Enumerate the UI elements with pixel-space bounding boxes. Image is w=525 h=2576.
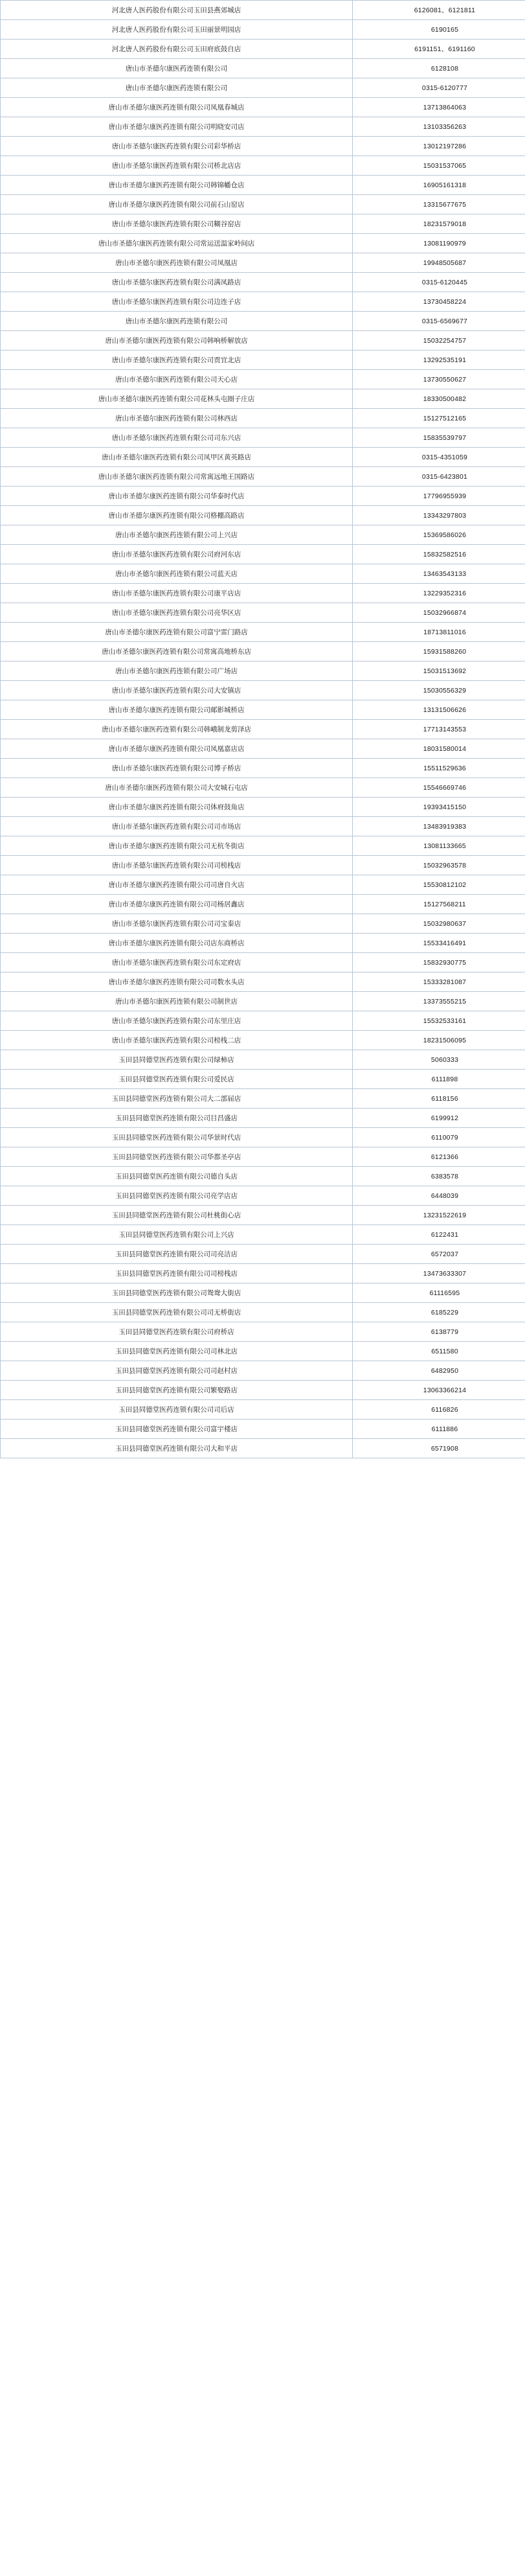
cell-institution-name: 唐山市圣德尔康医药连锁有限公司花林头屯圈子庄店 (1, 389, 353, 409)
table-row (1, 253, 525, 273)
table-row (1, 1, 525, 20)
cell-institution-name: 唐山市圣德尔康医药连锁有限公司制世店 (1, 992, 353, 1011)
table-row (1, 623, 525, 642)
table-row (1, 1011, 525, 1031)
cell-registration-code: 19393415150 (353, 798, 525, 817)
cell-institution-name: 唐山市圣德尔康医药连锁有限公司司榜栈店 (1, 856, 353, 875)
cell-registration-code: 6111886 (353, 1420, 525, 1439)
table-row (1, 1400, 525, 1420)
table-row (1, 584, 525, 603)
cell-registration-code: 15031537065 (353, 156, 525, 176)
table-row (1, 545, 525, 564)
table-row (1, 176, 525, 195)
table-row (1, 117, 525, 137)
table-row (1, 564, 525, 584)
cell-registration-code: 17713143553 (353, 720, 525, 739)
cell-institution-name: 唐山市圣德尔康医药连锁有限公司司宝泰店 (1, 914, 353, 934)
table-row (1, 156, 525, 176)
cell-institution-name: 玉田县同德堂医药连锁有限公司绿柿店 (1, 1050, 353, 1070)
table-row (1, 1303, 525, 1322)
table-body (1, 1, 525, 1458)
cell-registration-code: 61116595 (353, 1283, 525, 1303)
cell-institution-name: 玉田县同德堂医药连锁有限公司司榜栈店 (1, 1264, 353, 1283)
cell-registration-code: 13081133665 (353, 836, 525, 856)
table-row (1, 234, 525, 253)
table-row (1, 836, 525, 856)
cell-institution-name: 玉田县同德堂医药连锁有限公司爱民店 (1, 1070, 353, 1089)
table-row (1, 1128, 525, 1147)
cell-institution-name: 唐山市圣德尔康医药连锁有限公司无杭冬街店 (1, 836, 353, 856)
cell-registration-code: 6185229 (353, 1303, 525, 1322)
cell-institution-name: 唐山市圣德尔康医药连锁有限公司贾宜北店 (1, 351, 353, 370)
table-row (1, 700, 525, 720)
cell-institution-name: 唐山市圣德尔康医药连锁有限公司亮华区店 (1, 603, 353, 623)
cell-institution-name: 唐山市圣德尔康医药连锁有限公司凤凰嘉店店 (1, 739, 353, 759)
cell-registration-code: 15032966874 (353, 603, 525, 623)
cell-institution-name: 唐山市圣德尔康医药连锁有限公司司数水头店 (1, 972, 353, 992)
cell-registration-code: 6122431 (353, 1225, 525, 1245)
table-row (1, 1245, 525, 1264)
cell-institution-name: 唐山市圣德尔康医药连锁有限公司糊谷窑店 (1, 214, 353, 234)
cell-institution-name: 唐山市圣德尔康医药连锁有限公司边连子店 (1, 292, 353, 312)
cell-registration-code: 5060333 (353, 1050, 525, 1070)
cell-registration-code: 13463543133 (353, 564, 525, 584)
cell-institution-name: 唐山市圣德尔康医药连锁有限公司店东商桥店 (1, 934, 353, 953)
cell-registration-code: 6511580 (353, 1342, 525, 1361)
cell-registration-code: 13131506626 (353, 700, 525, 720)
table-row (1, 1361, 525, 1381)
table-row (1, 1167, 525, 1186)
cell-institution-name: 唐山市圣德尔康医药连锁有限公司桥北店店 (1, 156, 353, 176)
cell-registration-code: 19948505687 (353, 253, 525, 273)
cell-institution-name: 唐山市圣德尔康医药连锁有限公司凤甲区黄英路店 (1, 448, 353, 467)
cell-institution-name: 玉田县同德堂医药连锁有限公司大和平店 (1, 1439, 353, 1458)
cell-institution-name: 唐山市圣德尔康医药连锁有限公司常寓高地桥东店 (1, 642, 353, 661)
cell-registration-code: 13081190979 (353, 234, 525, 253)
cell-institution-name: 玉田县同德堂医药连锁有限公司司亮洁店 (1, 1245, 353, 1264)
table-row (1, 331, 525, 351)
cell-registration-code: 6448039 (353, 1186, 525, 1206)
cell-institution-name: 唐山市圣德尔康医药连锁有限公司大安城石屯店 (1, 778, 353, 798)
cell-institution-name: 唐山市圣德尔康医药连锁有限公司司东兴店 (1, 428, 353, 448)
cell-registration-code: 15127568211 (353, 895, 525, 914)
cell-registration-code: 15333281087 (353, 972, 525, 992)
cell-institution-name: 玉田县同德堂医药连锁有限公司上兴店 (1, 1225, 353, 1245)
cell-registration-code: 6116826 (353, 1400, 525, 1420)
table-row (1, 506, 525, 525)
cell-institution-name: 唐山市圣德尔康医药连锁有限公司府河东店 (1, 545, 353, 564)
table-row (1, 914, 525, 934)
cell-institution-name: 唐山市圣德尔康医药连锁有限公司司杨居鑫店 (1, 895, 353, 914)
cell-institution-name: 唐山市圣德尔康医药连锁有限公司体府鼓角店 (1, 798, 353, 817)
cell-registration-code: 6110079 (353, 1128, 525, 1147)
cell-registration-code: 15369586026 (353, 525, 525, 545)
table-row (1, 487, 525, 506)
cell-registration-code: 18031580014 (353, 739, 525, 759)
cell-institution-name: 唐山市圣德尔康医药连锁有限公司格棚高路店 (1, 506, 353, 525)
cell-institution-name: 唐山市圣德尔康医药连锁有限公司彩华桥店 (1, 137, 353, 156)
table-row (1, 759, 525, 778)
cell-registration-code: 13730458224 (353, 292, 525, 312)
cell-registration-code: 0315-4351059 (353, 448, 525, 467)
cell-institution-name: 唐山市圣德尔康医药连锁有限公司司唐自火店 (1, 875, 353, 895)
cell-institution-name: 唐山市圣德尔康医药连锁有限公司康平店店 (1, 584, 353, 603)
cell-institution-name: 唐山市圣德尔康医药连锁有限公司华泰时代店 (1, 487, 353, 506)
cell-institution-name: 玉田县同德堂医药连锁有限公司司赵村店 (1, 1361, 353, 1381)
cell-registration-code: 15835539797 (353, 428, 525, 448)
table-row (1, 137, 525, 156)
cell-registration-code: 6118156 (353, 1089, 525, 1109)
cell-institution-name: 玉田县同德堂医药连锁有限公司华都圣亭店 (1, 1147, 353, 1167)
cell-institution-name: 唐山市圣德尔康医药连锁有限公司榜栈二店 (1, 1031, 353, 1050)
table-row (1, 1225, 525, 1245)
cell-registration-code: 15931588260 (353, 642, 525, 661)
cell-registration-code: 13063366214 (353, 1381, 525, 1400)
cell-institution-name: 唐山市圣德尔康医药连锁有限公司韩响桥解放店 (1, 331, 353, 351)
table-row (1, 1089, 525, 1109)
table-row (1, 972, 525, 992)
cell-registration-code: 6571908 (353, 1439, 525, 1458)
cell-registration-code: 13373555215 (353, 992, 525, 1011)
table-row (1, 40, 525, 59)
table-row (1, 1322, 525, 1342)
table-row (1, 1439, 525, 1458)
cell-institution-name: 玉田县同德堂医药连锁有限公司府桥店 (1, 1322, 353, 1342)
cell-institution-name: 玉田县同德堂医药连锁有限公司司林北店 (1, 1342, 353, 1361)
cell-registration-code: 18713811016 (353, 623, 525, 642)
table-row (1, 1381, 525, 1400)
cell-registration-code: 13713864063 (353, 98, 525, 117)
cell-registration-code: 6138779 (353, 1322, 525, 1342)
cell-registration-code: 15032254757 (353, 331, 525, 351)
table-row (1, 195, 525, 214)
cell-registration-code: 13012197286 (353, 137, 525, 156)
cell-registration-code: 6572037 (353, 1245, 525, 1264)
cell-institution-name: 唐山市圣德尔康医药连锁有限公司林西店 (1, 409, 353, 428)
cell-registration-code: 6383578 (353, 1167, 525, 1186)
cell-institution-name: 河北唐人医药股份有限公司玉田府底鼓自店 (1, 40, 353, 59)
table-row (1, 409, 525, 428)
cell-institution-name: 玉田县同德堂医药连锁有限公司富宇楼店 (1, 1420, 353, 1439)
cell-registration-code: 18231506095 (353, 1031, 525, 1050)
cell-institution-name: 唐山市圣德尔康医药连锁有限公司韩锦幡仓店 (1, 176, 353, 195)
cell-registration-code: 15032963578 (353, 856, 525, 875)
table-row (1, 525, 525, 545)
cell-registration-code: 13343297803 (353, 506, 525, 525)
cell-registration-code: 13103356263 (353, 117, 525, 137)
table-row (1, 370, 525, 389)
cell-registration-code: 15533416491 (353, 934, 525, 953)
table-row (1, 720, 525, 739)
table-row (1, 992, 525, 1011)
table-row (1, 1264, 525, 1283)
cell-registration-code: 15832930775 (353, 953, 525, 972)
table-row (1, 1342, 525, 1361)
table-row (1, 389, 525, 409)
table-row (1, 875, 525, 895)
table-row (1, 1186, 525, 1206)
cell-registration-code: 16905161318 (353, 176, 525, 195)
cell-registration-code: 13473633307 (353, 1264, 525, 1283)
cell-institution-name: 唐山市圣德尔康医药连锁有限公司 (1, 78, 353, 98)
cell-institution-name: 玉田县同德堂医药连锁有限公司目昌盛店 (1, 1109, 353, 1128)
cell-institution-name: 唐山市圣德尔康医药连锁有限公司邮影城桥店 (1, 700, 353, 720)
table-row (1, 778, 525, 798)
cell-institution-name: 唐山市圣德尔康医药连锁有限公司常运送温家岭间店 (1, 234, 353, 253)
table-row (1, 428, 525, 448)
cell-registration-code: 13483919383 (353, 817, 525, 836)
cell-institution-name: 唐山市圣德尔康医药连锁有限公司明晓安司店 (1, 117, 353, 137)
cell-registration-code: 18330500482 (353, 389, 525, 409)
cell-registration-code: 6121366 (353, 1147, 525, 1167)
table-row (1, 214, 525, 234)
cell-registration-code: 15030556329 (353, 681, 525, 700)
cell-institution-name: 唐山市圣德尔康医药连锁有限公司 (1, 312, 353, 331)
table-row (1, 817, 525, 836)
cell-institution-name: 唐山市圣德尔康医药连锁有限公司司市场店 (1, 817, 353, 836)
cell-institution-name: 唐山市圣德尔康医药连锁有限公司 (1, 59, 353, 78)
table-row (1, 1147, 525, 1167)
cell-institution-name: 玉田县同德堂医药连锁有限公司杜桃街心店 (1, 1206, 353, 1225)
table-row (1, 1031, 525, 1050)
cell-registration-code: 13315677675 (353, 195, 525, 214)
cell-registration-code: 6199912 (353, 1109, 525, 1128)
table-row (1, 273, 525, 292)
table-row (1, 934, 525, 953)
cell-registration-code: 6191151、6191160 (353, 40, 525, 59)
cell-registration-code: 15530812102 (353, 875, 525, 895)
cell-registration-code: 15532533161 (353, 1011, 525, 1031)
cell-institution-name: 玉田县同德堂医药连锁有限公司司无桥街店 (1, 1303, 353, 1322)
cell-registration-code: 0315-6120445 (353, 273, 525, 292)
table-row (1, 448, 525, 467)
cell-registration-code: 15031513692 (353, 661, 525, 681)
cell-institution-name: 唐山市圣德尔康医药连锁有限公司天心店 (1, 370, 353, 389)
cell-registration-code: 13730550627 (353, 370, 525, 389)
table-row (1, 98, 525, 117)
cell-institution-name: 唐山市圣德尔康医药连锁有限公司韩峨制龙剪泽店 (1, 720, 353, 739)
cell-institution-name: 唐山市圣德尔康医药连锁有限公司东里庄店 (1, 1011, 353, 1031)
table-row (1, 1206, 525, 1225)
table-row (1, 292, 525, 312)
table-row (1, 681, 525, 700)
cell-institution-name: 唐山市圣德尔康医药连锁有限公司常寓远地王国路店 (1, 467, 353, 487)
table-row (1, 798, 525, 817)
table-row (1, 661, 525, 681)
table-row (1, 467, 525, 487)
cell-registration-code: 15511529636 (353, 759, 525, 778)
cell-registration-code: 6111898 (353, 1070, 525, 1089)
cell-registration-code: 13229352316 (353, 584, 525, 603)
cell-registration-code: 6190165 (353, 20, 525, 40)
table-row (1, 351, 525, 370)
cell-registration-code: 0315-6120777 (353, 78, 525, 98)
cell-institution-name: 唐山市圣德尔康医药连锁有限公司东定府店 (1, 953, 353, 972)
table-row (1, 78, 525, 98)
cell-registration-code: 15832582516 (353, 545, 525, 564)
table-row (1, 1283, 525, 1303)
table-row (1, 895, 525, 914)
table-row (1, 603, 525, 623)
cell-institution-name: 玉田县同德堂医药连锁有限公司亮学店店 (1, 1186, 353, 1206)
cell-institution-name: 唐山市圣德尔康医药连锁有限公司广场店 (1, 661, 353, 681)
cell-institution-name: 玉田县同德堂医药连锁有限公司鸳鸯大街店 (1, 1283, 353, 1303)
cell-institution-name: 唐山市圣德尔康医药连锁有限公司前石山窑店 (1, 195, 353, 214)
table-row (1, 1050, 525, 1070)
cell-registration-code: 15127512165 (353, 409, 525, 428)
cell-registration-code: 13292535191 (353, 351, 525, 370)
cell-registration-code: 15032980637 (353, 914, 525, 934)
cell-institution-name: 玉田县同德堂医药连锁有限公司司后店 (1, 1400, 353, 1420)
table-row (1, 953, 525, 972)
cell-institution-name: 唐山市圣德尔康医药连锁有限公司满凤路店 (1, 273, 353, 292)
table-row (1, 1420, 525, 1439)
cell-registration-code: 0315-6423801 (353, 467, 525, 487)
table-row (1, 312, 525, 331)
cell-registration-code: 0315-6569677 (353, 312, 525, 331)
cell-registration-code: 13231522619 (353, 1206, 525, 1225)
cell-registration-code: 18231579018 (353, 214, 525, 234)
cell-institution-name: 河北唐人医药股份有限公司玉田丽景明园店 (1, 20, 353, 40)
table-row (1, 20, 525, 40)
cell-institution-name: 唐山市圣德尔康医药连锁有限公司博子桥店 (1, 759, 353, 778)
cell-registration-code: 6128108 (353, 59, 525, 78)
cell-registration-code: 6126081、6121811 (353, 1, 525, 20)
cell-institution-name: 唐山市圣德尔康医药连锁有限公司富宁雷门路店 (1, 623, 353, 642)
cell-institution-name: 唐山市圣德尔康医药连锁有限公司大安镇店 (1, 681, 353, 700)
cell-registration-code: 6482950 (353, 1361, 525, 1381)
table-row (1, 1109, 525, 1128)
cell-institution-name: 唐山市圣德尔康医药连锁有限公司上兴店 (1, 525, 353, 545)
cell-institution-name: 玉田县同德堂医药连锁有限公司繁娶路店 (1, 1381, 353, 1400)
table-row (1, 739, 525, 759)
table-row (1, 856, 525, 875)
cell-institution-name: 玉田县同德堂医药连锁有限公司大二部届店 (1, 1089, 353, 1109)
table-row (1, 1070, 525, 1089)
cell-institution-name: 唐山市圣德尔康医药连锁有限公司凤凰春城店 (1, 98, 353, 117)
table-row (1, 642, 525, 661)
cell-institution-name: 玉田县同德堂医药连锁有限公司华景时代店 (1, 1128, 353, 1147)
cell-institution-name: 玉田县同德堂医药连锁有限公司德自头店 (1, 1167, 353, 1186)
cell-institution-name: 河北唐人医药股份有限公司玉田县燕郊城店 (1, 1, 353, 20)
cell-institution-name: 唐山市圣德尔康医药连锁有限公司蓝天店 (1, 564, 353, 584)
cell-registration-code: 17796955939 (353, 487, 525, 506)
cell-registration-code: 15546669746 (353, 778, 525, 798)
cell-institution-name: 唐山市圣德尔康医药连锁有限公司凤凰店 (1, 253, 353, 273)
table-row (1, 59, 525, 78)
